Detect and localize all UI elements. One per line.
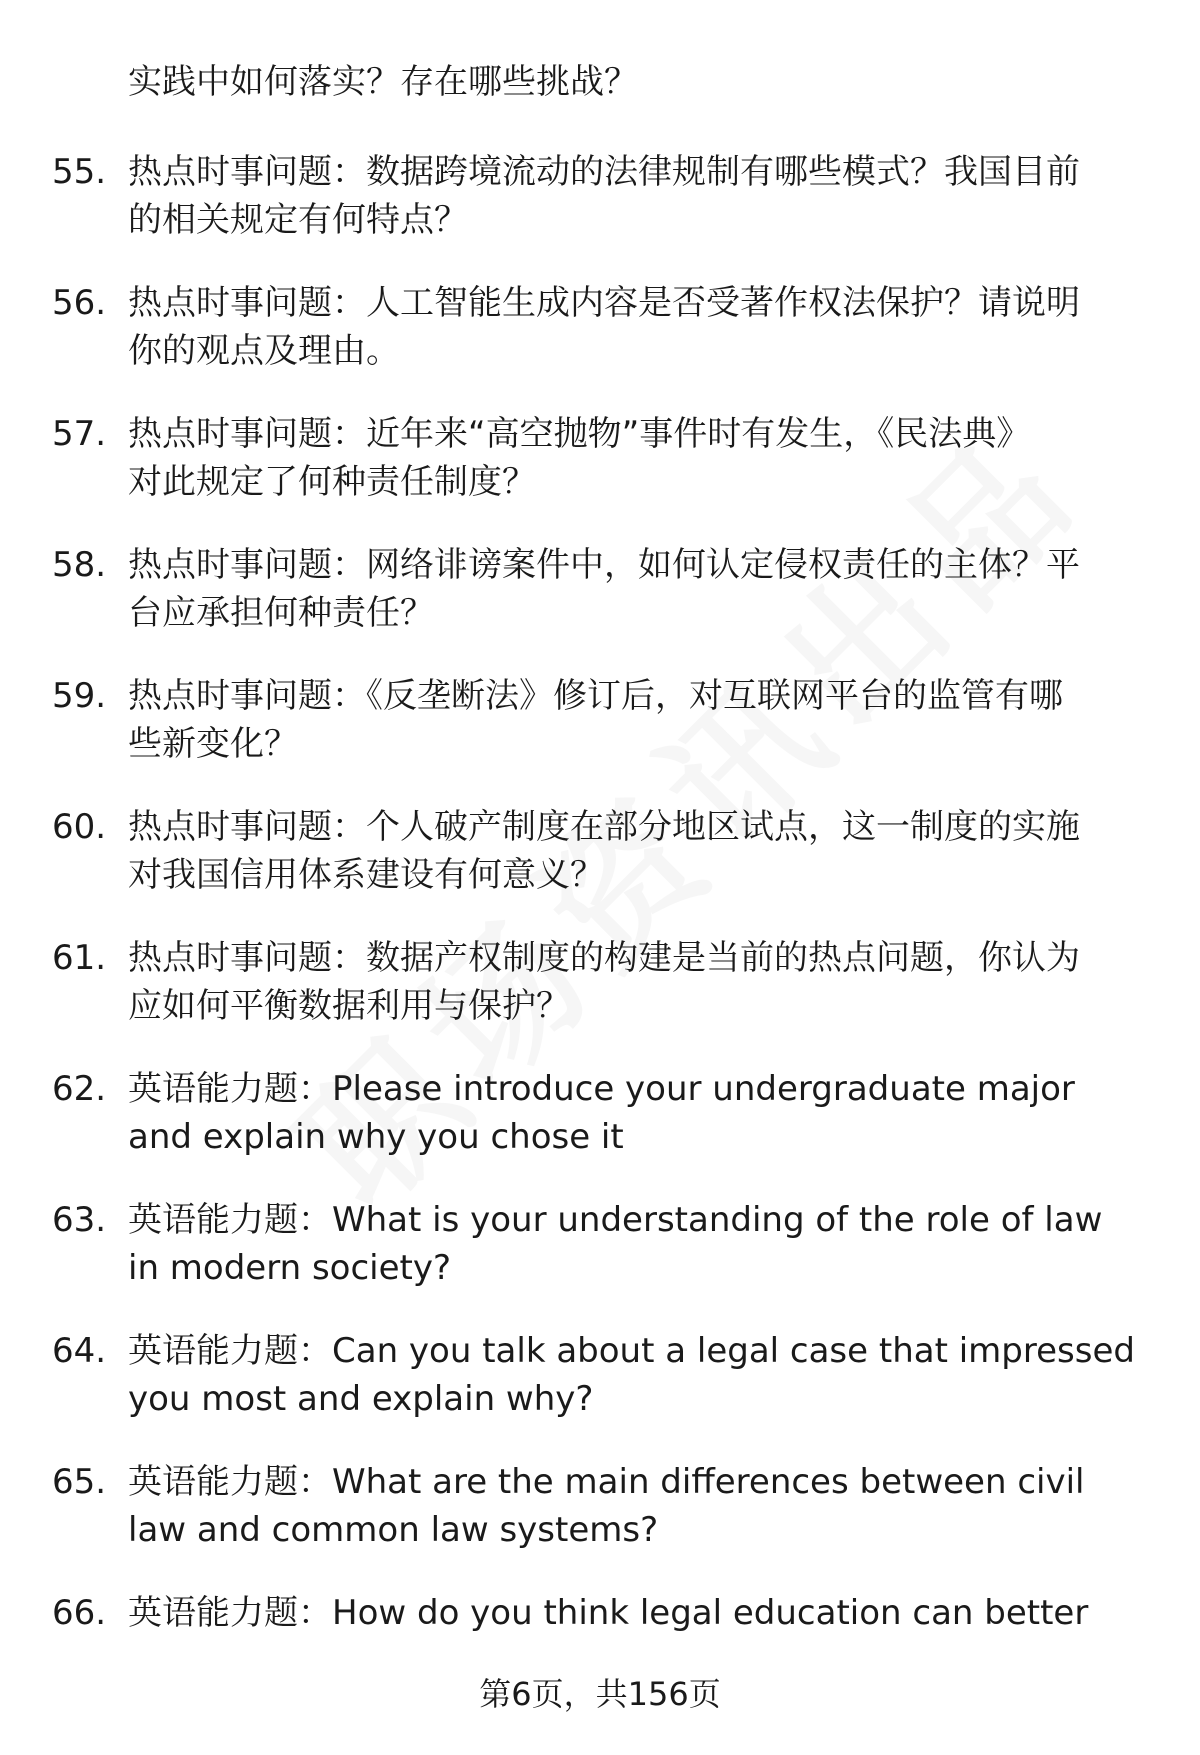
question-text-line: you most and explain why?: [128, 1379, 594, 1419]
question-number: 63.: [52, 1200, 107, 1240]
question-text-line: 的相关规定有何特点？: [128, 200, 468, 240]
question-item: [52, 148, 1152, 244]
question-text-line: in modern society?: [128, 1248, 452, 1288]
question-item: [52, 541, 1152, 637]
question-item: [52, 1327, 1152, 1423]
question-text-line: 英语能力题：Please introduce your undergraduate major: [128, 1069, 1075, 1109]
question-number: 55.: [52, 152, 107, 192]
question-item: [52, 1458, 1152, 1554]
question-text-line: and explain why you chose it: [128, 1117, 624, 1157]
question-item: [52, 279, 1152, 375]
question-number: 65.: [52, 1462, 107, 1502]
question-number: 59.: [52, 676, 107, 716]
question-text-line: 热点时事问题：《反垄断法》修订后，对互联网平台的监管有哪: [128, 676, 1063, 716]
continued-question-text: 实践中如何落实？存在哪些挑战？: [128, 62, 638, 102]
question-text-line: law and common law systems?: [128, 1510, 659, 1550]
question-text-line: 台应承担何种责任？: [128, 593, 434, 633]
page-number-footer: 第6页，共156页: [479, 1675, 721, 1713]
question-item: [52, 672, 1152, 768]
question-text-line: 热点时事问题：网络诽谤案件中，如何认定侵权责任的主体？平: [128, 545, 1080, 585]
question-number: 64.: [52, 1331, 107, 1371]
question-text-line: 对我国信用体系建设有何意义？: [128, 855, 604, 895]
question-text-line: 热点时事问题：人工智能生成内容是否受著作权法保护？请说明: [128, 283, 1080, 323]
question-text-line: 热点时事问题：近年来“高空抛物”事件时有发生，《民法典》: [128, 414, 1031, 454]
question-number: 56.: [52, 283, 107, 323]
question-item: [52, 803, 1152, 899]
question-text-line: 热点时事问题：数据产权制度的构建是当前的热点问题，你认为: [128, 938, 1080, 978]
question-number: 60.: [52, 807, 107, 847]
question-text-line: 热点时事问题：个人破产制度在部分地区试点，这一制度的实施: [128, 807, 1080, 847]
question-text-line: 应如何平衡数据利用与保护？: [128, 986, 570, 1026]
question-item: [52, 410, 1152, 506]
question-text-line: 你的观点及理由。: [128, 331, 400, 371]
question-number: 57.: [52, 414, 107, 454]
question-text-line: 对此规定了何种责任制度？: [128, 462, 536, 502]
question-number: 66.: [52, 1593, 107, 1633]
question-text-line: 英语能力题：What are the main differences between civil: [128, 1462, 1085, 1502]
question-item: [52, 934, 1152, 1030]
question-number: 61.: [52, 938, 107, 978]
question-text-line: 英语能力题：Can you talk about a legal case that impressed: [128, 1331, 1135, 1371]
question-item: [52, 1589, 1152, 1637]
question-number: 58.: [52, 545, 107, 585]
question-text-line: 些新变化？: [128, 724, 298, 764]
question-text-line: 英语能力题：How do you think legal education can better: [128, 1593, 1089, 1633]
question-number: 62.: [52, 1069, 107, 1109]
question-item: [52, 1065, 1152, 1161]
question-text-line: 热点时事问题：数据跨境流动的法律规制有哪些模式？我国目前: [128, 152, 1080, 192]
question-item: [52, 1196, 1152, 1292]
question-text-line: 英语能力题：What is your understanding of the role of law: [128, 1200, 1103, 1240]
